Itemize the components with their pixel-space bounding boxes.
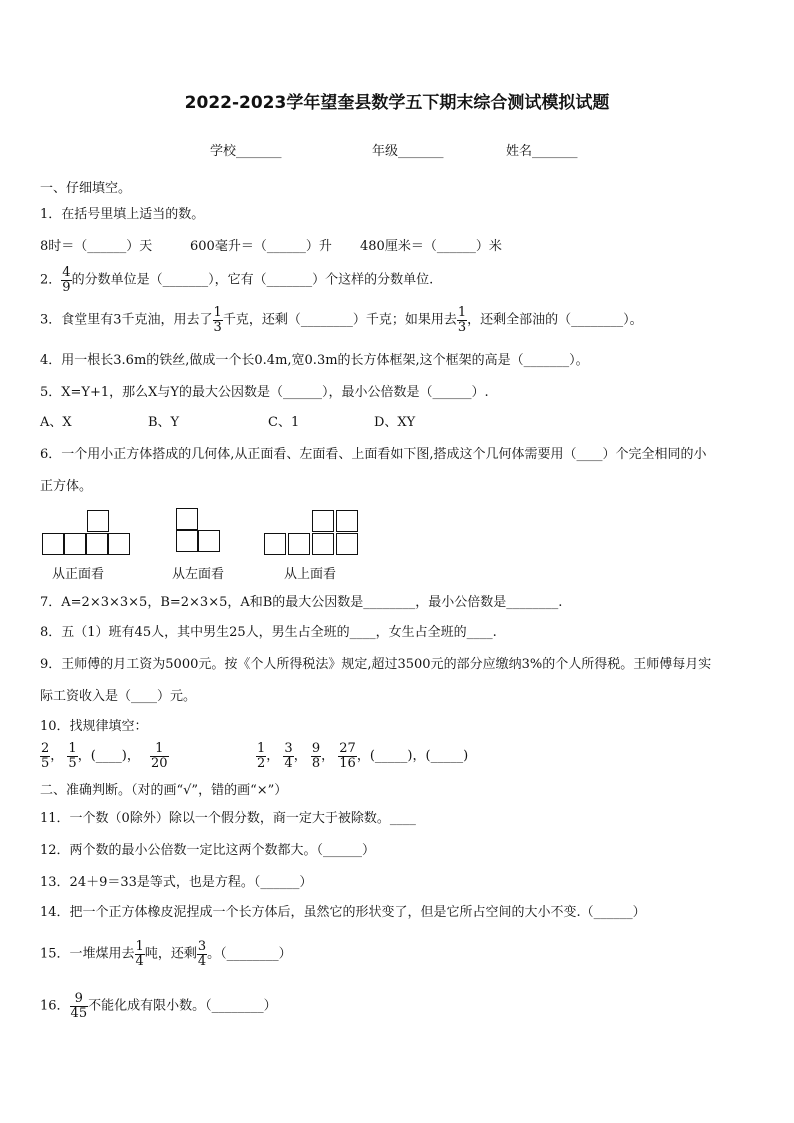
front-view-grid: [42, 510, 132, 556]
option-d[interactable]: D、XY: [374, 415, 416, 430]
grid-cell: [87, 510, 109, 532]
sequence-1: $\frac{2}{5}$ ， $\frac{1}{5}$ ，(____)， $\frac{1}{20}$: [41, 741, 168, 771]
seq1-frac: [40, 742, 50, 770]
question-11: 11．一个数（0除外）除以一个假分数，商一定大于被除数。____: [40, 811, 416, 826]
fraction-4-9: [61, 266, 71, 294]
frac-num: 1: [155, 741, 164, 756]
q2-prefix: 2．: [40, 272, 62, 288]
grid-cell: [312, 533, 334, 555]
label-front-view: 从正面看: [52, 567, 105, 582]
q15-middle: 吨，还剩: [144, 946, 197, 962]
section-heading-2: 二、准确判断。（对的画“√”，错的画“×”）: [40, 783, 288, 798]
grid-cell: [336, 533, 358, 555]
frac-num: 3: [197, 939, 207, 954]
q3-prefix: 3．食堂里有3千克油，用去了: [40, 312, 213, 328]
frac-den: 3: [213, 319, 222, 335]
question-1a: 8时＝（______）天: [40, 239, 153, 254]
question-5: 5．X=Y+1，那么X与Y的最大公因数是（______），最小公倍数是（______）.: [40, 385, 489, 400]
fraction-3-4: [197, 940, 207, 968]
seq2-frac: [256, 742, 266, 770]
frac-den: 45: [70, 1005, 88, 1021]
frac-num: 2: [41, 741, 50, 756]
grid-cell: [312, 510, 334, 532]
frac-den: 3: [457, 319, 467, 335]
question-2: [40, 266, 433, 294]
grid-cell: [108, 533, 130, 555]
frac-num: 1: [68, 741, 77, 756]
question-1c: 480厘米＝（______）米: [360, 239, 502, 254]
seq2-blank[interactable]: (_____): [369, 748, 413, 764]
name-field[interactable]: 姓名_______: [506, 144, 578, 159]
question-12: 12．两个数的最小公倍数一定比这两个数都大。（______）: [40, 843, 376, 858]
frac-num: 1: [135, 939, 144, 954]
grid-cell: [288, 533, 310, 555]
page-title: 2022-2023学年望奎县数学五下期末综合测试模拟试题: [184, 93, 610, 113]
grade-field[interactable]: 年级_______: [372, 144, 444, 159]
seq1-blank[interactable]: (____): [90, 748, 127, 764]
question-7: 7．A=2×3×3×5，B=2×3×5，A和B的最大公因数是________，最小公倍数是________.: [40, 595, 563, 610]
q15-suffix: 。（________）: [207, 946, 292, 962]
seq1-frac: [67, 742, 77, 770]
question-1: 1．在括号里填上适当的数。: [40, 207, 205, 222]
section-heading-1: 一、仔细填空。: [40, 181, 132, 196]
frac-num: 1: [457, 305, 467, 320]
seq2-frac: [283, 742, 293, 770]
question-9-cont: 际工资收入是（____）元。: [40, 689, 197, 704]
grid-cell: [264, 533, 286, 555]
grid-cell: [176, 508, 198, 530]
grid-cell: [198, 530, 220, 552]
seq2-frac: [311, 742, 321, 770]
top-view-grid: [264, 510, 362, 558]
question-8: 8．五（1）班有45人，其中男生25人，男生占全班的____，女生占全班的____.: [40, 625, 497, 640]
question-1b: 600毫升＝（______）升: [190, 239, 332, 254]
label-top-view: 从上面看: [284, 567, 337, 582]
left-view-grid: [176, 508, 222, 554]
q3-suffix: ，还剩全部油的（________）。: [467, 312, 643, 328]
q2-text: 的分数单位是（_______），它有（_______）个这样的分数单位.: [71, 272, 434, 288]
label-left-view: 从左面看: [172, 567, 225, 582]
question-14: 14．把一个正方体橡皮泥捏成一个长方体后，虽然它的形状变了，但是它所占空间的大小不变.（______）: [40, 905, 646, 920]
frac-den: 8: [311, 755, 321, 771]
frac-den: 5: [41, 755, 50, 771]
question-15: [40, 940, 292, 968]
frac-den: 4: [284, 755, 293, 771]
frac-num: 9: [74, 991, 83, 1006]
frac-den: 16: [339, 755, 356, 771]
frac-num: 3: [284, 741, 293, 756]
option-a[interactable]: A、X: [40, 415, 72, 430]
frac-den: 5: [68, 755, 77, 771]
frac-den: 9: [62, 279, 71, 295]
frac-num: 27: [339, 741, 356, 756]
option-c[interactable]: C、1: [268, 415, 300, 430]
fraction-1-3-a: [213, 306, 223, 334]
question-4: 4．用一根长3.6m的铁丝,做成一个长0.4m,宽0.3m的长方体框架,这个框架的高是（_______）。: [40, 353, 589, 368]
school-field[interactable]: 学校_______: [210, 144, 282, 159]
question-16: [40, 992, 277, 1020]
seq2-frac: [338, 742, 357, 770]
grid-cell: [176, 530, 198, 552]
frac-num: 1: [213, 305, 222, 320]
q16-text: 不能化成有限小数。（________）: [88, 998, 277, 1014]
q16-prefix: 16．: [40, 998, 70, 1014]
question-13: 13．24＋9＝33是等式，也是方程。（______）: [40, 875, 313, 890]
q3-middle: 千克，还剩（________）千克；如果用去: [222, 312, 457, 328]
question-6: 6．一个用小正方体搭成的几何体,从正面看、左面看、上面看如下图,搭成这个几何体需要用（____）个完全相同的小: [40, 447, 707, 462]
fraction-1-3-b: [457, 306, 467, 334]
grid-cell: [64, 533, 86, 555]
seq1-frac: [150, 742, 169, 770]
grid-cell: [42, 533, 64, 555]
frac-num: 4: [62, 265, 71, 280]
grid-cell: [336, 510, 358, 532]
question-9: 9．王师傅的月工资为5000元。按《个人所得税法》规定,超过3500元的部分应缴纳3%的个人所得税。王师傅每月实: [40, 657, 712, 672]
question-6-cont: 正方体。: [40, 479, 93, 494]
fraction-9-45: [70, 992, 89, 1020]
frac-den: 2: [257, 755, 266, 771]
frac-num: 9: [311, 741, 321, 756]
frac-den: 4: [135, 953, 144, 969]
frac-den: 20: [151, 755, 168, 771]
question-10: 10．找规律填空：: [40, 719, 148, 734]
fraction-1-4: [135, 940, 145, 968]
seq2-blank[interactable]: (_____): [425, 748, 469, 764]
frac-den: 4: [197, 953, 207, 969]
grid-cell: [86, 533, 108, 555]
sequence-2: $\frac{1}{2}$ ， $\frac{3}{4}$ ， $\frac{9}{8}$ ， $\frac{27}{16}$ ，(_____)，(_____): [257, 741, 469, 771]
q15-prefix: 15．一堆煤用去: [40, 946, 135, 962]
option-b[interactable]: B、Y: [148, 415, 180, 430]
frac-num: 1: [257, 741, 266, 756]
question-3: [40, 306, 643, 334]
